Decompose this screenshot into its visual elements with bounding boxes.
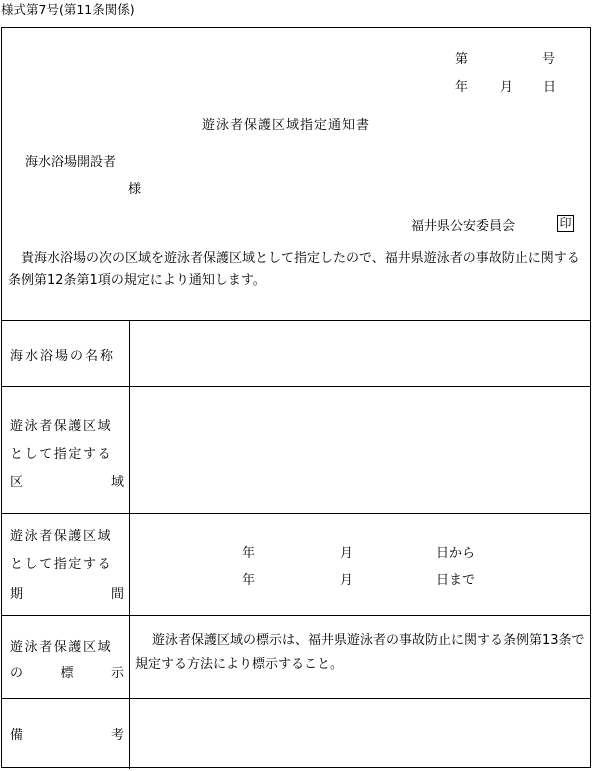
issuer-name: 福井県公安委員会 bbox=[411, 219, 516, 234]
period-from-month: 月 bbox=[340, 546, 354, 561]
seal-box: 印 bbox=[557, 215, 574, 232]
area-label-char-b: 域 bbox=[110, 475, 124, 490]
date-day: 日 bbox=[543, 80, 557, 95]
date-year: 年 bbox=[455, 80, 469, 95]
recipient-name: 海水浴場開設者 bbox=[25, 155, 117, 170]
period-label-char-b: 間 bbox=[110, 587, 124, 602]
period-to-year: 年 bbox=[242, 573, 256, 588]
period-from-day: 日から bbox=[436, 546, 476, 561]
period-label-text-1: 遊泳者保護区域 bbox=[10, 529, 113, 544]
area-label-line2 bbox=[10, 443, 124, 462]
period-from-year: 年 bbox=[242, 546, 256, 561]
area-label-text-2: として指定する bbox=[10, 447, 113, 462]
row-divider bbox=[2, 386, 590, 387]
marking-label-line1 bbox=[10, 636, 124, 655]
table-top-rule bbox=[2, 320, 590, 321]
period-label-line1 bbox=[10, 525, 124, 544]
row-divider bbox=[2, 615, 590, 616]
number-prefix: 第 bbox=[455, 52, 469, 67]
notice-body: 貴海水浴場の次の区域を遊泳者保護区域として指定したので、福井県遊泳者の事故防止に関する条例第12条第1項の規定により通知します。 bbox=[8, 251, 580, 288]
row-divider bbox=[2, 698, 590, 699]
date-month: 月 bbox=[500, 80, 514, 95]
column-divider bbox=[129, 320, 130, 769]
period-label-text-2: として指定する bbox=[10, 557, 113, 572]
marking-label-line2 bbox=[10, 662, 124, 681]
area-label-line3 bbox=[10, 471, 124, 490]
recipient-honorific: 様 bbox=[128, 182, 142, 197]
marking-label-char-c: 示 bbox=[110, 666, 124, 681]
marking-content: 遊泳者保護区域の標示は、福井県遊泳者の事故防止に関する条例第13条で規定する方法により標示すること。 bbox=[135, 633, 585, 672]
form-number-caption: 様式第7号(第11条関係) bbox=[1, 2, 135, 17]
beach-name-label bbox=[10, 345, 124, 364]
remarks-label-char-a: 備 bbox=[10, 728, 24, 743]
period-label-line2 bbox=[10, 553, 124, 572]
period-to-month: 月 bbox=[340, 573, 354, 588]
period-to-day: 日まで bbox=[436, 573, 476, 588]
area-label-line1 bbox=[10, 415, 124, 434]
marking-label-char-b: 標 bbox=[60, 666, 74, 681]
row-divider bbox=[2, 513, 590, 514]
remarks-label-char-b: 考 bbox=[110, 728, 124, 743]
notice-form bbox=[1, 27, 591, 768]
area-label-char-a: 区 bbox=[10, 475, 24, 490]
remarks-label bbox=[10, 724, 124, 743]
document-title: 遊泳者保護区域指定通知書 bbox=[202, 118, 371, 133]
area-label-text-1: 遊泳者保護区域 bbox=[10, 419, 113, 434]
beach-name-label-text: 海水浴場の名称 bbox=[10, 349, 116, 364]
marking-label-text-1: 遊泳者保護区域 bbox=[10, 640, 113, 655]
period-label-char-a: 期 bbox=[10, 587, 24, 602]
period-label-line3 bbox=[10, 583, 124, 602]
marking-label-char-a: の bbox=[10, 666, 24, 681]
number-suffix: 号 bbox=[542, 52, 556, 67]
